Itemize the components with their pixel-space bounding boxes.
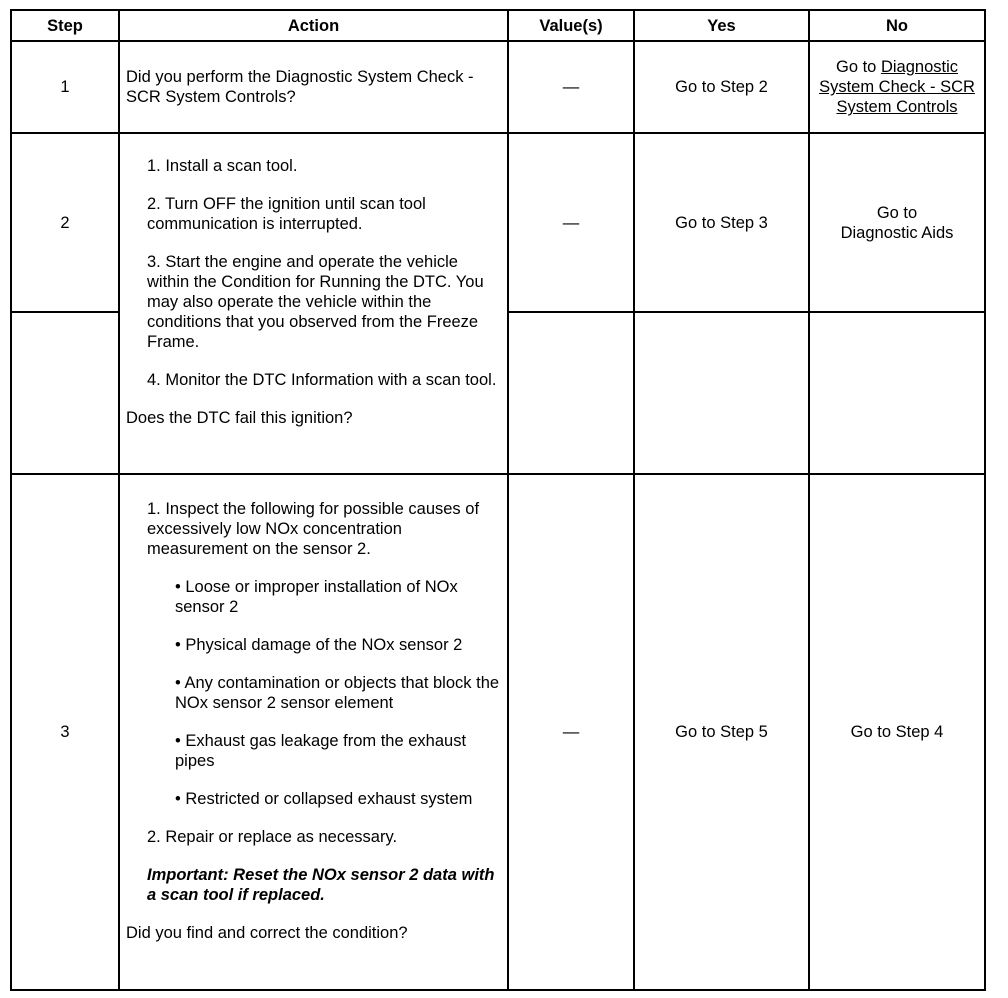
step-number: 3 [11, 474, 119, 990]
value-cell: — [508, 41, 634, 133]
action-instruction: 1. Install a scan tool. [147, 157, 298, 176]
no-cell [809, 41, 985, 133]
action-bullet: • Restricted or collapsed exhaust system [175, 789, 473, 808]
action-bullet: • Loose or improper installation of NOx sensor 2 [175, 577, 458, 616]
header-values: Value(s) [508, 10, 634, 41]
no-cell [809, 133, 985, 312]
no-prefix: Go to [836, 58, 881, 77]
empty-cell [11, 312, 119, 474]
table-row [11, 133, 985, 312]
diagnostic-table [10, 9, 986, 991]
header-action: Action [119, 10, 508, 41]
action-question: Does the DTC fail this ignition? [126, 409, 353, 428]
action-cell [119, 474, 508, 990]
header-step: Step [11, 10, 119, 41]
value-cell: — [508, 133, 634, 312]
yes-cell: Go to Step 5 [634, 474, 809, 990]
header-yes: Yes [634, 10, 809, 41]
step-number: 1 [11, 41, 119, 133]
empty-cell [634, 312, 809, 474]
action-question: Did you find and correct the condition? [126, 923, 408, 942]
diagnostic-system-check-link[interactable]: Diagnostic System Check - SCR System Controls [819, 58, 975, 117]
step-number: 2 [11, 133, 119, 312]
action-instruction: 2. Repair or replace as necessary. [147, 827, 398, 846]
action-bullet: • Exhaust gas leakage from the exhaust pipes [175, 731, 467, 770]
action-cell [119, 41, 508, 133]
action-instruction: 3. Start the engine and operate the vehicle within the Condition for Running the DTC. You may also operate the vehicle within the conditions that you observed from the Freeze Frame. [147, 253, 484, 352]
action-instruction: 1. Inspect the following for possible causes of excessively low NOx concentration measurement on the sensor 2. [147, 499, 480, 558]
action-instruction: 4. Monitor the DTC Information with a scan tool. [147, 371, 497, 390]
empty-cell [809, 312, 985, 474]
no-cell: Go to Step 4 [809, 474, 985, 990]
table-row [11, 41, 985, 133]
yes-cell: Go to Step 2 [634, 41, 809, 133]
value-cell: — [508, 474, 634, 990]
yes-cell: Go to Step 3 [634, 133, 809, 312]
action-question: Did you perform the Diagnostic System Check - SCR System Controls? [126, 68, 474, 107]
action-bullet: • Physical damage of the NOx sensor 2 [175, 635, 463, 654]
header-no: No [809, 10, 985, 41]
empty-cell [508, 312, 634, 474]
action-bullet: • Any contamination or objects that block the NOx sensor 2 sensor element [175, 673, 500, 712]
no-text: Go to Diagnostic Aids [840, 203, 954, 242]
important-note: Important: Reset the NOx sensor 2 data with a scan tool if replaced. [147, 865, 495, 904]
action-instruction: 2. Turn OFF the ignition until scan tool communication is interrupted. [147, 195, 426, 234]
table-row [11, 474, 985, 990]
action-cell [119, 133, 508, 473]
header-row [11, 10, 985, 41]
